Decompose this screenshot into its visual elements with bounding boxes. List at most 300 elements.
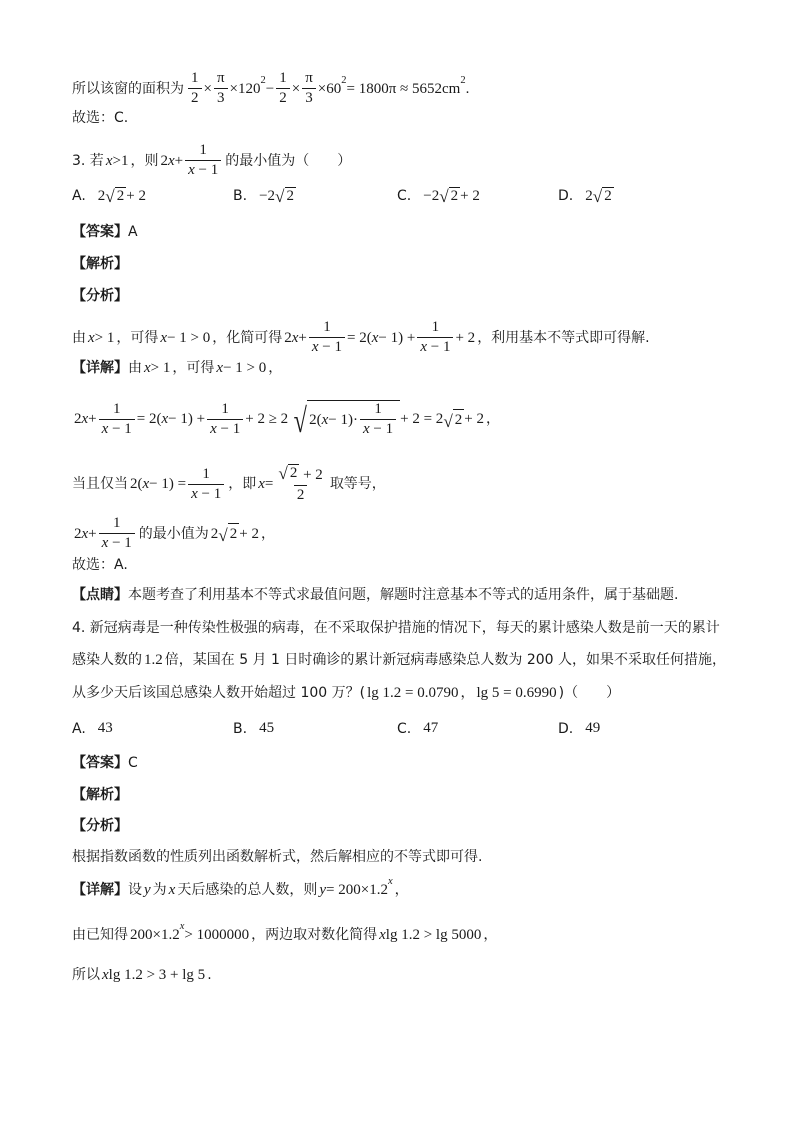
fraction-denominator	[276, 88, 290, 107]
fraction	[188, 466, 224, 504]
power-base: 120	[238, 80, 261, 97]
square-root	[439, 187, 460, 205]
math-text: 3	[305, 90, 313, 107]
text-run: 倍，某国在 5 月 1 日时确诊的累计新冠病毒感染总人数为 200 人，如果不采取任何措施，	[164, 652, 726, 668]
math-expression	[144, 358, 170, 378]
text-run: 的最小值为	[138, 525, 209, 542]
option-value	[98, 720, 113, 737]
math-text: 49	[585, 720, 601, 736]
fraction-numerator	[188, 70, 202, 88]
text-run: 天后感染的总人数，则	[177, 882, 318, 898]
math-variable: x	[321, 411, 329, 428]
choose-line: 故选：C.	[72, 110, 129, 126]
math-text: 1	[323, 319, 331, 335]
power-base: 60	[326, 80, 342, 97]
text-run: ，化简可得	[212, 329, 283, 346]
math-text: +	[88, 525, 97, 542]
text-run: ，可得	[116, 329, 159, 346]
math-text: + 2	[239, 525, 259, 542]
fraction	[309, 319, 345, 357]
square-root	[278, 464, 299, 482]
text-run: ，	[460, 685, 475, 701]
math-expression	[186, 70, 469, 108]
option-value	[585, 720, 600, 737]
power-exponent: 2	[260, 75, 266, 87]
fraction	[185, 142, 221, 180]
math-text: .	[465, 80, 470, 97]
note-text: 本题考查了利用基本不等式求最值问题，解题时注意基本不等式的适用条件，属于基础题.	[128, 587, 679, 603]
option-letter: A.	[72, 720, 86, 737]
math-variable: x	[167, 152, 175, 169]
math-text: 1	[112, 515, 121, 531]
fraction-denominator	[99, 419, 135, 438]
text-run: )（ ）	[558, 685, 621, 701]
answer-value: A	[128, 224, 138, 240]
math-expression	[211, 523, 259, 544]
math-variable: x	[101, 535, 109, 552]
fraction	[417, 319, 453, 357]
power-exponent: 2	[341, 75, 347, 87]
math-variable: x	[144, 360, 151, 376]
math-text: = 200×	[326, 882, 370, 898]
option-letter: C.	[397, 720, 412, 737]
text-run: ，即	[228, 476, 257, 493]
math-text: + 2 ≥ 2	[245, 411, 289, 428]
radical-sign: √	[105, 186, 115, 206]
text-run: ，则	[130, 152, 159, 169]
math-text: 1	[374, 401, 382, 417]
option-value	[259, 720, 274, 737]
fraction-denominator	[360, 419, 396, 438]
math-variable: x	[188, 162, 195, 179]
math-text: 1	[279, 70, 287, 86]
math-text: ×	[229, 80, 239, 97]
math-text: lg 1.2 = 0.0790	[367, 685, 459, 701]
q4-answer-line	[72, 753, 138, 773]
q4-option-d	[558, 720, 602, 737]
fraction-denominator	[214, 88, 228, 107]
text-run: 所以	[72, 967, 100, 983]
math-text: ×	[291, 80, 301, 97]
fraction-numerator	[110, 515, 124, 533]
math-text: − 1	[108, 420, 132, 437]
text-run: 由	[72, 329, 86, 346]
q3-detail-line-2	[72, 400, 500, 439]
text-run: 3. 若	[72, 152, 104, 169]
answer-value: C	[128, 755, 138, 771]
math-text: + 2	[126, 187, 146, 204]
text-run: .	[207, 967, 212, 983]
text-run: 从多少天后该国总感染人数开始超过 100 万？(	[72, 685, 366, 701]
math-text: 2	[229, 526, 238, 543]
q4-option-a	[72, 720, 115, 737]
text-run: ，	[486, 411, 500, 428]
math-text: − 1	[318, 339, 343, 356]
fraction-denominator	[294, 485, 308, 504]
detail-label: 【详解】	[72, 360, 128, 376]
q3-detail-line-3	[72, 464, 386, 505]
power-base: 1.2	[369, 882, 388, 898]
math-text: 2	[74, 525, 82, 542]
q3-answer-line	[72, 222, 138, 242]
math-text: 2	[74, 411, 82, 428]
math-variable: x	[258, 476, 265, 493]
answer-label: 【答案】	[72, 224, 128, 240]
math-variable: x	[81, 411, 89, 428]
q4-stem-line-2	[72, 650, 726, 670]
math-text: − 1) =	[149, 476, 187, 493]
radical-sign: √	[275, 186, 285, 206]
text-run: 由	[128, 360, 142, 376]
radical-sign: √	[592, 186, 603, 206]
math-text: −	[265, 80, 275, 97]
math-text: +	[298, 329, 307, 346]
q3-fenxi-text	[72, 319, 650, 357]
math-variable: x	[142, 476, 150, 493]
fraction	[302, 70, 316, 108]
option-letter: D.	[558, 720, 574, 737]
math-text: =	[264, 476, 274, 493]
math-expression	[74, 515, 137, 553]
math-power	[442, 75, 466, 99]
fraction-denominator	[99, 533, 135, 552]
fraction-numerator	[276, 70, 290, 88]
radical-sign: √	[293, 402, 308, 440]
option-letter: A.	[72, 188, 86, 204]
fraction-numerator	[320, 319, 334, 337]
math-text: 2	[284, 329, 292, 346]
math-expression	[130, 921, 250, 945]
math-variable: y	[144, 882, 151, 898]
fraction-denominator	[185, 160, 221, 179]
fraction	[188, 70, 202, 108]
power-base: cm	[442, 80, 461, 97]
option-letter: C.	[397, 188, 412, 204]
math-text: 2	[160, 152, 168, 169]
math-text: 2	[454, 411, 463, 428]
math-text: 2	[279, 90, 287, 107]
fraction	[276, 70, 290, 108]
math-expression	[130, 466, 226, 504]
math-variable: x	[102, 967, 109, 983]
math-text: 1.2	[144, 652, 163, 668]
math-text: 200×	[130, 927, 161, 943]
fraction-numerator	[110, 401, 124, 419]
q4-option-b	[233, 720, 276, 737]
math-variable: x	[363, 421, 370, 438]
q3-note-line	[72, 585, 678, 605]
math-text: − 1)·	[328, 411, 358, 428]
math-text: − 1	[427, 339, 451, 356]
fraction-numerator	[371, 401, 385, 419]
math-text: 1	[191, 70, 199, 86]
math-text: − 1) +	[168, 411, 206, 428]
math-text: 2	[286, 188, 294, 204]
math-variable: x	[311, 339, 319, 356]
math-text: −2	[423, 187, 440, 204]
math-variable: x	[105, 152, 113, 169]
math-text: + 2	[460, 187, 480, 204]
fraction	[360, 401, 396, 439]
q3-detail-line-4	[72, 515, 275, 553]
math-variable: x	[379, 927, 386, 943]
math-text: − 1	[369, 421, 394, 438]
q3-stem	[72, 142, 351, 180]
math-power	[160, 921, 185, 945]
option-value	[423, 720, 438, 737]
math-text: 43	[97, 720, 113, 736]
math-text: > 1	[94, 329, 115, 346]
math-text: 2	[604, 188, 612, 204]
square-root	[443, 409, 464, 430]
fraction	[214, 70, 228, 108]
q3-fenxi-label: 【分析】	[72, 288, 128, 304]
math-power	[326, 75, 347, 99]
text-run: ，利用基本不等式即可得解.	[477, 329, 650, 346]
math-text: + 2	[464, 411, 484, 428]
square-root	[288, 400, 400, 439]
square-root	[275, 187, 296, 205]
math-text: − 1	[108, 535, 132, 552]
math-text: 2	[296, 487, 305, 504]
math-expression	[106, 151, 129, 171]
option-value	[585, 187, 613, 205]
math-expression	[74, 400, 484, 439]
math-variable: x	[291, 329, 299, 346]
math-variable: x	[168, 882, 176, 898]
radicand	[228, 523, 240, 544]
power-exponent: x	[179, 921, 185, 933]
math-text: 1	[431, 319, 440, 335]
math-text: − 1	[197, 485, 222, 502]
detail-label: 【详解】	[72, 882, 128, 898]
math-text: 2	[450, 188, 459, 204]
q3-detail-line-1	[72, 358, 282, 378]
q4-fenxi-label: 【分析】	[72, 818, 128, 834]
math-expression	[258, 464, 328, 505]
math-text: 3	[217, 90, 225, 107]
math-text: − 1	[194, 162, 219, 179]
radicand	[307, 400, 400, 439]
math-expression	[102, 965, 205, 985]
fraction-denominator	[188, 88, 202, 107]
fraction-denominator	[309, 337, 345, 356]
math-text: − 1 > 0	[167, 329, 211, 346]
math-variable: x	[191, 485, 198, 502]
fraction-numerator	[302, 70, 316, 88]
math-text: lg 1.2 > lg 5000	[385, 927, 482, 943]
math-text: = 2(	[347, 329, 372, 346]
text-run: 当且仅当	[72, 476, 128, 493]
math-text: − 1	[216, 420, 241, 437]
math-expression	[144, 650, 163, 670]
math-text: + 2	[455, 329, 476, 346]
q3-option-c	[397, 187, 482, 205]
q4-detail-line-3	[72, 965, 212, 985]
q4-option-c	[397, 720, 440, 737]
text-run: ，可得	[172, 360, 215, 376]
fraction-denominator	[302, 88, 316, 107]
option-letter: B.	[233, 720, 248, 737]
q3-option-b	[233, 187, 298, 205]
math-text: π	[216, 70, 225, 86]
radicand	[288, 464, 300, 482]
math-text: +	[174, 152, 184, 169]
math-expression	[88, 328, 114, 348]
fraction-denominator	[207, 419, 243, 438]
radical-sign: √	[443, 411, 453, 431]
fraction-numerator	[214, 70, 228, 88]
math-text: 2	[97, 187, 106, 204]
q4-analysis-label: 【解析】	[72, 787, 128, 803]
fraction	[275, 464, 325, 505]
q3-option-a	[72, 187, 148, 205]
math-text: lg 5 = 0.6990	[476, 685, 557, 701]
math-power	[369, 876, 393, 900]
math-variable: x	[160, 329, 168, 346]
math-text: lg 1.2 > 3 + lg 5	[108, 967, 206, 983]
math-variable: x	[101, 420, 109, 437]
math-text: 2	[585, 187, 593, 204]
math-text: ×	[203, 80, 212, 97]
option-value	[423, 187, 480, 205]
radicand	[449, 187, 461, 205]
note-label: 【点睛】	[72, 587, 128, 603]
math-variable: x	[371, 329, 379, 346]
math-text: − 1) +	[378, 329, 416, 346]
text-run: 感染人数的	[72, 652, 142, 668]
math-expression	[144, 880, 151, 900]
radical-sign: √	[439, 186, 449, 206]
math-text: 2	[210, 525, 219, 542]
math-variable: x	[210, 420, 217, 437]
math-variable: x	[161, 411, 169, 428]
q4-detail-line-2	[72, 921, 498, 945]
math-variable: x	[216, 360, 224, 376]
math-text: 1	[199, 142, 207, 158]
radicand	[115, 187, 127, 205]
math-text: π	[305, 70, 313, 86]
text-run: ，	[483, 927, 498, 943]
q4-fenxi-text: 根据指数函数的性质列出函数解析式，然后解相应的不等式即可得.	[72, 849, 483, 865]
math-text: +	[88, 411, 97, 428]
radical-sign: √	[278, 464, 288, 483]
math-expression	[160, 142, 223, 180]
text-run: 设	[128, 882, 142, 898]
detail-line-1-body	[128, 358, 282, 378]
text-run: ，	[260, 525, 275, 542]
math-expression	[379, 925, 481, 945]
math-text: 2(	[130, 476, 143, 493]
math-expression	[476, 683, 556, 703]
radicand	[285, 187, 297, 205]
math-expression	[160, 328, 210, 348]
math-expression	[284, 319, 475, 357]
square-root	[593, 187, 614, 205]
math-text: 2	[289, 465, 298, 481]
math-variable: y	[319, 882, 327, 898]
q4-detail-line-1	[72, 876, 409, 900]
fraction-numerator	[199, 466, 213, 484]
text-run: ，	[394, 882, 409, 898]
math-text: > 1	[150, 360, 171, 376]
text-run: ，两边取对数化简得	[251, 927, 378, 943]
math-variable: x	[420, 339, 427, 356]
math-text: 2	[191, 90, 199, 107]
math-expression	[367, 683, 458, 703]
option-letter: B.	[233, 188, 248, 204]
fraction-numerator	[429, 319, 443, 337]
q3-option-d	[558, 187, 616, 205]
option-letter: D.	[558, 188, 574, 204]
fraction	[99, 401, 135, 439]
area-formula-line	[72, 70, 471, 108]
math-text: 2	[116, 188, 125, 204]
math-text: 1	[221, 400, 229, 417]
fraction-numerator	[218, 401, 232, 419]
option-value	[259, 187, 296, 205]
math-text: 1	[202, 465, 210, 482]
math-text: > 1000000	[184, 927, 250, 943]
square-root	[105, 187, 126, 205]
math-text: 45	[259, 720, 275, 736]
math-text: + 2 = 2	[400, 411, 444, 428]
math-text: − 1 > 0	[223, 360, 267, 376]
text-run: 由已知得	[72, 927, 128, 943]
radicand	[602, 187, 614, 205]
text-run: 的最小值为（ ）	[225, 152, 352, 169]
math-text: −2	[259, 187, 276, 204]
text-run: 所以该窗的面积为	[72, 80, 184, 97]
math-expression	[319, 876, 393, 900]
math-text: ×	[317, 80, 327, 97]
math-variable: x	[81, 525, 89, 542]
math-variable: x	[88, 329, 95, 346]
math-text: = 1800π ≈ 5652	[346, 80, 443, 97]
option-value	[98, 187, 146, 205]
math-expression	[216, 358, 266, 378]
q3-choose-line: 故选：A.	[72, 557, 128, 573]
radicand	[453, 409, 465, 430]
radical-sign: √	[218, 526, 228, 545]
math-text: + 2	[299, 467, 323, 483]
power-exponent: x	[387, 876, 393, 888]
fraction-denominator	[417, 337, 453, 356]
answer-label: 【答案】	[72, 755, 128, 771]
math-expression	[169, 880, 176, 900]
text-run: 为	[152, 882, 167, 898]
math-text: 2(	[309, 411, 322, 428]
fraction-denominator	[188, 484, 224, 503]
power-base: 1.2	[160, 927, 180, 943]
math-text: 1	[112, 400, 121, 417]
fraction	[99, 515, 135, 553]
text-run: 取等号，	[329, 476, 386, 493]
fraction	[207, 401, 243, 439]
power-exponent: 2	[460, 75, 466, 87]
math-text: >1	[112, 152, 129, 169]
square-root	[218, 523, 239, 544]
q3-analysis-label: 【解析】	[72, 256, 128, 272]
math-text: = 2(	[136, 411, 162, 428]
q4-stem-line-3	[72, 683, 620, 703]
q4-stem-line-1: 4. 新冠病毒是一种传染性极强的病毒，在不采取保护措施的情况下，每天的累计感染人数是前一天的累计	[72, 620, 720, 636]
math-text: 47	[423, 720, 439, 736]
fraction-numerator	[275, 464, 325, 485]
detail-line-1-body	[128, 876, 409, 900]
fraction-numerator	[196, 142, 210, 160]
text-run: ，	[268, 360, 283, 376]
